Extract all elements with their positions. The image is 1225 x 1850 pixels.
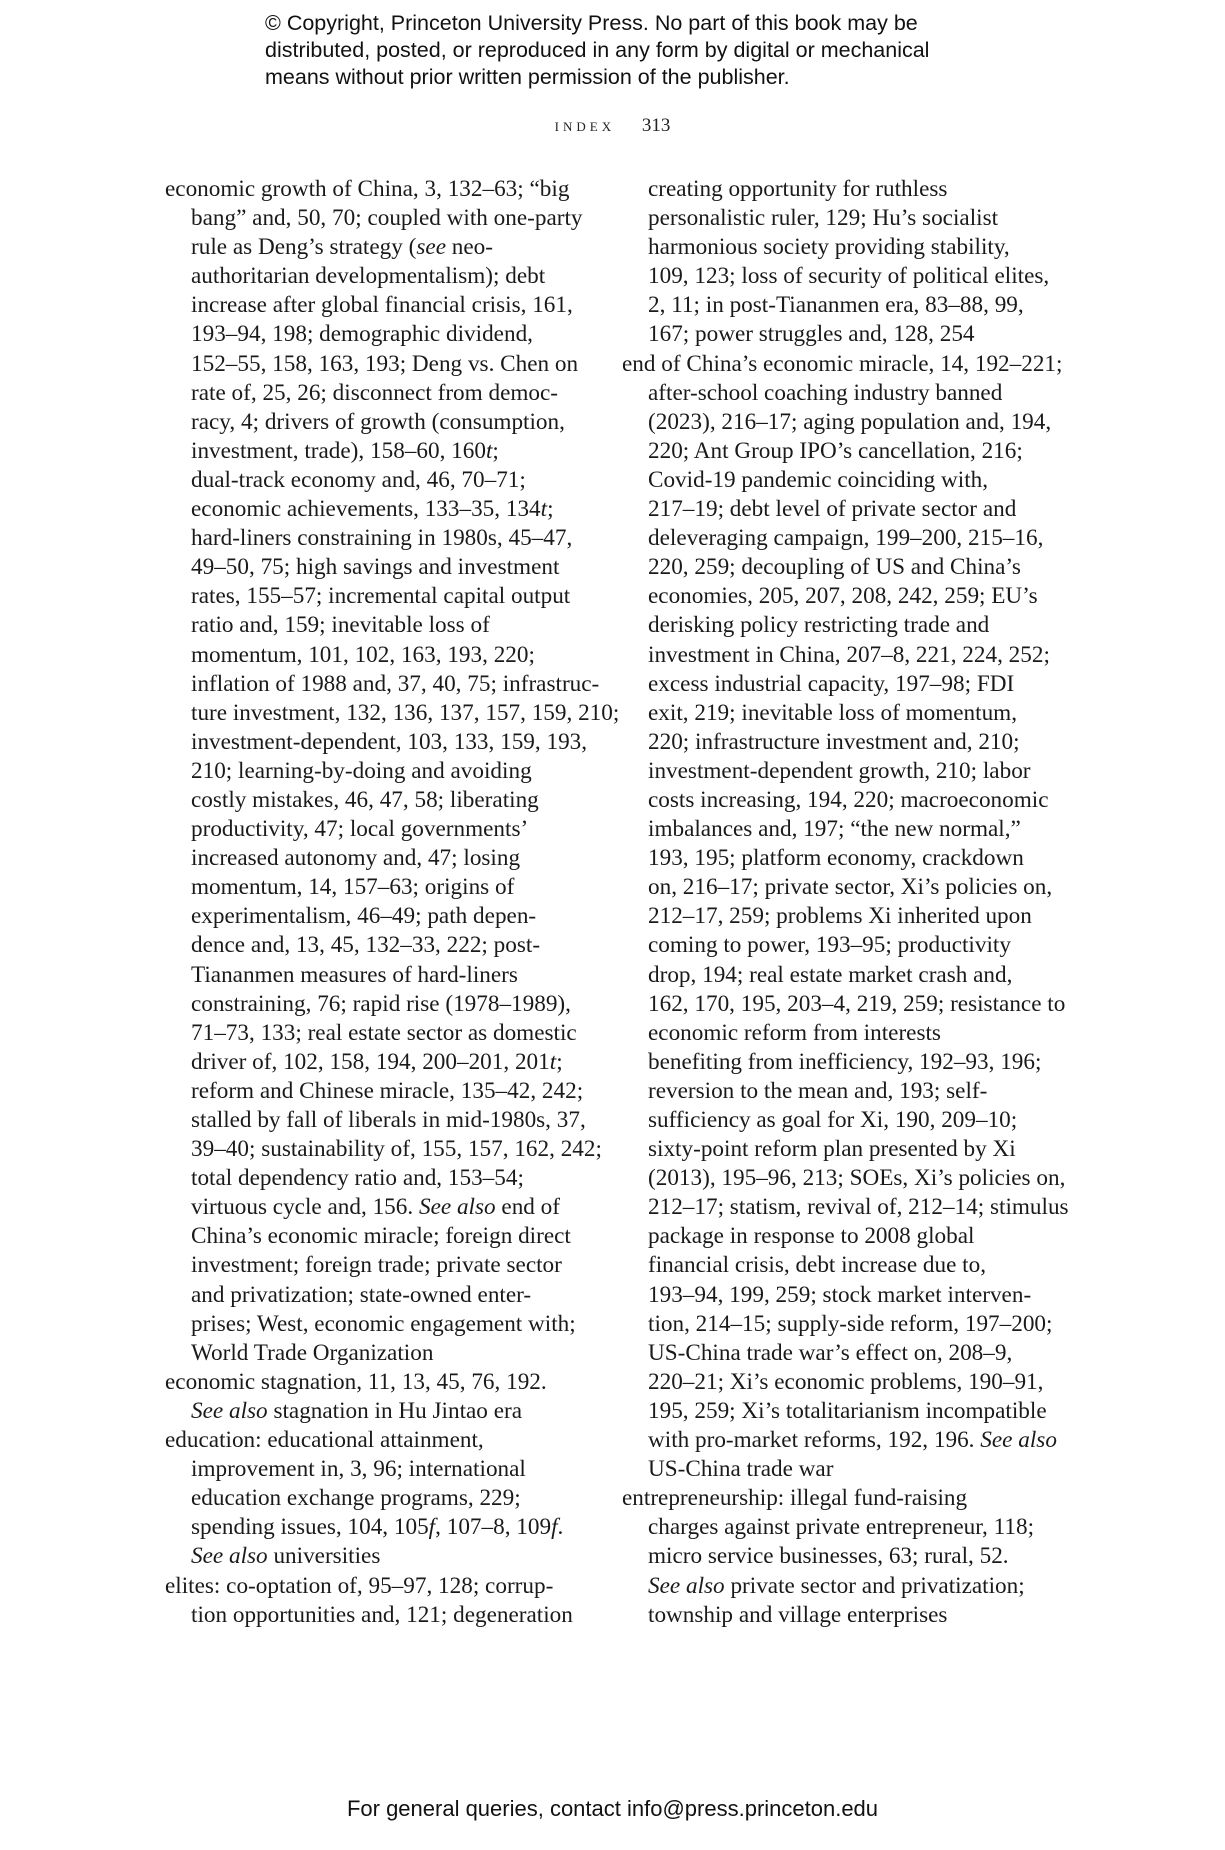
index-entry-line: 193, 195; platform economy, crackdown	[648, 845, 1024, 872]
index-entry-line: personalistic ruler, 129; Hu’s socialist	[648, 205, 999, 232]
index-entry-line: with pro-market reforms, 192, 196. See also	[648, 1427, 1057, 1454]
index-entry-line: reversion to the mean and, 193; self-	[648, 1077, 988, 1104]
index-entry-start: entrepreneurship: illegal fund-raising	[622, 1485, 968, 1512]
index-entry-line: 220–21; Xi’s economic problems, 190–91,	[648, 1368, 1044, 1395]
index-entry-line: 195, 259; Xi’s totalitarianism incompatible	[648, 1397, 1047, 1424]
index-entry-line: coming to power, 193–95; productivity	[648, 932, 1011, 959]
index-entry-line: prises; West, economic engagement with;	[191, 1310, 576, 1337]
copyright-line: means without prior written permission of the publisher.	[265, 65, 790, 89]
index-entry-line: 217–19; debt level of private sector and	[648, 496, 1017, 523]
copyright-notice	[265, 10, 1065, 91]
index-entry-line: World Trade Organization	[191, 1339, 434, 1366]
index-entry-line: economic reform from interests	[648, 1019, 941, 1046]
index-column-left	[165, 175, 620, 1630]
index-entry-line: 162, 170, 195, 203–4, 219, 259; resistance to	[648, 990, 1066, 1017]
index-entry-line: China’s economic miracle; foreign direct	[191, 1223, 571, 1250]
index-entry-line: ture investment, 132, 136, 137, 157, 159, 210;	[191, 699, 620, 726]
index-entry-line: stalled by fall of liberals in mid-1980s, 37,	[191, 1107, 586, 1133]
index-entry-line: tion opportunities and, 121; degeneration	[191, 1601, 573, 1628]
index-entry-line: driver of, 102, 158, 194, 200–201, 201t;	[191, 1048, 563, 1075]
index-entry-line: dual-track economy and, 46, 70–71;	[191, 466, 526, 493]
running-head	[0, 115, 1225, 137]
index-entry-line: experimentalism, 46–49; path depen-	[191, 903, 537, 930]
index-entry-line: 212–17; statism, revival of, 212–14; stimulus	[648, 1194, 1069, 1221]
index-entry-line: 49–50, 75; high savings and investment	[191, 554, 560, 581]
index-entry-line: See also stagnation in Hu Jintao era	[191, 1397, 523, 1424]
index-entry-line: Tiananmen measures of hard-liners	[191, 961, 518, 988]
index-entry-line: sufficiency as goal for Xi, 190, 209–10;	[648, 1107, 1018, 1133]
index-entry-line: 220, 259; decoupling of US and China’s	[648, 554, 1021, 581]
index-entry-line: rates, 155–57; incremental capital output	[191, 583, 571, 610]
index-entry-line: increase after global financial crisis, 161,	[191, 292, 573, 319]
index-entry-line: rate of, 25, 26; disconnect from democ-	[191, 379, 559, 406]
index-entry-line: excess industrial capacity, 197–98; FDI	[648, 670, 1015, 697]
index-entry-line: costs increasing, 194, 220; macroeconomic	[648, 786, 1049, 813]
index-entry-line: harmonious society providing stability,	[648, 234, 1010, 261]
index-entry-line: and privatization; state-owned enter-	[191, 1281, 532, 1308]
index-entry-line: drop, 194; real estate market crash and,	[648, 961, 1013, 988]
index-entry-line: dence and, 13, 45, 132–33, 222; post-	[191, 932, 541, 959]
index-entry-line: Covid-19 pandemic coinciding with,	[648, 466, 989, 493]
index-entry-line: imbalances and, 197; “the new normal,”	[648, 816, 1021, 843]
index-entry-line: reform and Chinese miracle, 135–42, 242;	[191, 1077, 584, 1104]
index-entry-line: package in response to 2008 global	[648, 1223, 975, 1250]
index-entry-line: See also private sector and privatization;	[648, 1572, 1025, 1599]
index-entry-line: exit, 219; inevitable loss of momentum,	[648, 699, 1018, 726]
index-entry-line: US-China trade war	[648, 1456, 834, 1483]
index-entry-line: investment, trade), 158–60, 160t;	[191, 437, 499, 464]
index-entry-line: authoritarian developmentalism); debt	[191, 263, 546, 290]
index-entry-line: constraining, 76; rapid rise (1978–1989),	[191, 990, 571, 1017]
index-entry-line: virtuous cycle and, 156. See also end of	[191, 1194, 560, 1221]
index-entry-line: 2, 11; in post-Tiananmen era, 83–88, 99,	[648, 292, 1024, 319]
index-entry-line: ratio and, 159; inevitable loss of	[191, 612, 490, 639]
index-entry-line: 71–73, 133; real estate sector as domestic	[191, 1019, 577, 1046]
index-entry-line: financial crisis, debt increase due to,	[648, 1252, 987, 1279]
index-entry-start: education: educational attainment,	[165, 1427, 484, 1454]
index-entry-line: costly mistakes, 46, 47, 58; liberating	[191, 786, 539, 813]
copyright-line: distributed, posted, or reproduced in any form by digital or mechanical	[265, 38, 930, 62]
index-entry-line: 210; learning-by-doing and avoiding	[191, 757, 532, 784]
index-entry-line: US-China trade war’s effect on, 208–9,	[648, 1339, 1013, 1366]
index-entry-line: economic achievements, 133–35, 134t;	[191, 496, 554, 523]
index-entry-line: 220; infrastructure investment and, 210;	[648, 728, 1020, 755]
index-entry-line: improvement in, 3, 96; international	[191, 1456, 526, 1483]
index-entry-line: rule as Deng’s strategy (see neo-	[191, 234, 493, 261]
index-entry-line: spending issues, 104, 105f, 107–8, 109f.	[191, 1514, 564, 1541]
index-entry-line: tion, 214–15; supply-side reform, 197–200;	[648, 1310, 1053, 1337]
index-entry-line: 212–17, 259; problems Xi inherited upon	[648, 903, 1032, 930]
index-entry-line: creating opportunity for ruthless	[648, 176, 948, 202]
page-number: 313	[641, 115, 671, 136]
index-entry-line: deleveraging campaign, 199–200, 215–16,	[648, 525, 1044, 552]
index-entry-line: momentum, 101, 102, 163, 193, 220;	[191, 641, 535, 668]
index-entry-line: 109, 123; loss of security of political elites,	[648, 263, 1050, 290]
index-entry-line: racy, 4; drivers of growth (consumption,	[191, 408, 565, 435]
footer-contact: For general queries, contact info@press.princeton.edu	[346, 1796, 879, 1821]
index-entry-line: See also universities	[191, 1543, 381, 1570]
index-entry-line: total dependency ratio and, 153–54;	[191, 1165, 524, 1192]
index-entry-line: charges against private entrepreneur, 118;	[648, 1514, 1035, 1541]
index-entry-line: (2023), 216–17; aging population and, 194,	[648, 408, 1052, 435]
index-entry-line: momentum, 14, 157–63; origins of	[191, 874, 515, 901]
index-entry-line: sixty-point reform plan presented by Xi	[648, 1136, 1016, 1163]
index-entry-line: derisking policy restricting trade and	[648, 612, 990, 639]
index-entry-line: bang” and, 50, 70; coupled with one-party	[191, 205, 583, 232]
index-entry-line: benefiting from inefficiency, 192–93, 196;	[648, 1048, 1042, 1075]
index-entry-line: township and village enterprises	[648, 1601, 948, 1628]
index-entry-line: micro service businesses, 63; rural, 52.	[648, 1543, 1009, 1570]
index-entry-line: 39–40; sustainability of, 155, 157, 162, 242;	[191, 1136, 602, 1163]
index-entry-line: hard-liners constraining in 1980s, 45–47,	[191, 525, 573, 552]
index-column-right	[622, 175, 1069, 1630]
index-entry-line: increased autonomy and, 47; losing	[191, 845, 521, 872]
index-entry-start: end of China’s economic miracle, 14, 192–221;	[622, 350, 1063, 377]
index-entry-line: 193–94, 199, 259; stock market interven-	[648, 1281, 1032, 1308]
index-entry-line: investment; foreign trade; private sector	[191, 1252, 562, 1279]
index-entry-start: economic stagnation, 11, 13, 45, 76, 192.	[165, 1368, 547, 1395]
index-entry-line: investment-dependent, 103, 133, 159, 193,	[191, 728, 588, 755]
index-entry-line: 193–94, 198; demographic dividend,	[191, 321, 533, 348]
index-entry-line: economies, 205, 207, 208, 242, 259; EU’s	[648, 583, 1038, 610]
index-entry-line: after-school coaching industry banned	[648, 379, 1003, 406]
index-entry-line: 167; power struggles and, 128, 254	[648, 321, 975, 348]
index-entry-line: 152–55, 158, 163, 193; Deng vs. Chen on	[191, 350, 579, 377]
index-entry-line: productivity, 47; local governments’	[191, 816, 529, 843]
index-entry-line: 220; Ant Group IPO’s cancellation, 216;	[648, 437, 1023, 464]
index-entry-line: inflation of 1988 and, 37, 40, 75; infrastruc-	[191, 670, 600, 697]
index-entry-line: investment in China, 207–8, 221, 224, 252;	[648, 641, 1050, 668]
index-entry-start: elites: co-optation of, 95–97, 128; corrup-	[165, 1572, 554, 1599]
index-entry-line: investment-dependent growth, 210; labor	[648, 757, 1031, 784]
index-entry-line: education exchange programs, 229;	[191, 1485, 521, 1512]
index-entry-line: on, 216–17; private sector, Xi’s policies on,	[648, 874, 1053, 901]
copyright-line: © Copyright, Princeton University Press. No part of this book may be	[265, 11, 918, 35]
running-head-label: index	[554, 115, 616, 136]
index-entry-start: economic growth of China, 3, 132–63; “big	[165, 176, 570, 202]
index-entry-line: (2013), 195–96, 213; SOEs, Xi’s policies on,	[648, 1165, 1066, 1192]
